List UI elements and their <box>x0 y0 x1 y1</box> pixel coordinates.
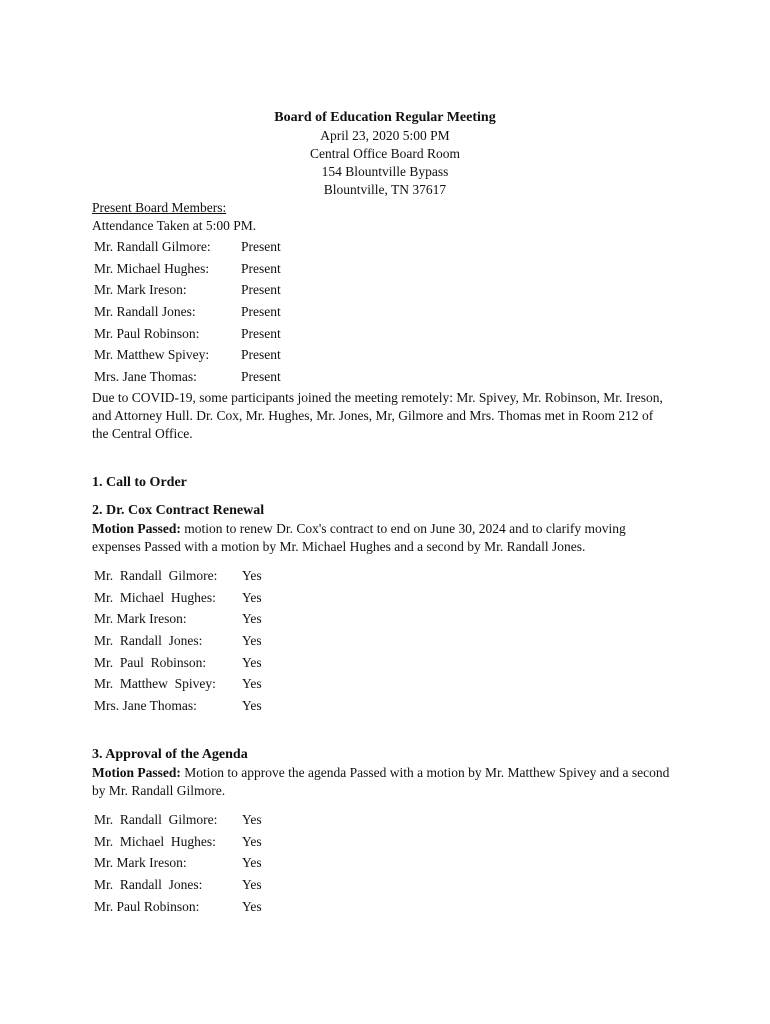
voter-name: Mr. Matthew Spivey: <box>94 676 216 692</box>
voter-name: Mr. Mark Ireson: <box>94 611 187 627</box>
member-name: Mr. Paul Robinson: <box>94 325 200 341</box>
agenda-item-call-to-order <box>92 474 682 492</box>
table-row <box>94 258 281 280</box>
meeting-header <box>0 109 770 199</box>
motion-label: Motion Passed: <box>92 521 181 536</box>
table-row <box>94 608 262 630</box>
table-row <box>94 673 262 695</box>
table-row <box>94 831 262 853</box>
vote-value: Yes <box>242 567 262 583</box>
vote-value: Yes <box>242 855 262 871</box>
agenda-item-approval-of-agenda <box>92 746 682 917</box>
voter-name: Mr. Michael Hughes: <box>94 589 216 605</box>
vote-value: Yes <box>242 611 262 627</box>
member-status: Present <box>241 238 281 254</box>
table-row <box>94 896 262 918</box>
table-row <box>94 323 281 345</box>
table-row <box>94 344 281 366</box>
member-name: Mr. Michael Hughes: <box>94 260 210 276</box>
member-status: Present <box>241 260 281 276</box>
voter-name: Mr. Paul Robinson: <box>94 654 207 670</box>
vote-value: Yes <box>242 811 262 827</box>
table-row <box>94 652 262 674</box>
motion-text: Motion to approve the agenda Passed with a motion by Mr. Matthew Spivey and a second by Mr. Randall Gilmore. <box>92 765 670 798</box>
table-row <box>94 852 262 874</box>
agenda-item-contract-renewal <box>92 502 682 717</box>
meeting-date: April 23, 2020 5:00 PM <box>320 128 450 143</box>
member-name: Mr. Randall Gilmore: <box>94 238 211 254</box>
voter-name: Mrs. Jane Thomas: <box>94 697 197 713</box>
voter-name: Mr. Mark Ireson: <box>94 855 187 871</box>
member-status: Present <box>241 282 281 298</box>
covid-note: Due to COVID-19, some participants joined the meeting remotely: Mr. Spivey, Mr. Robinson, Mr. Ireson, and Attorney Hull. Dr. Cox, Mr. Hughes, Mr. Jones, Mr, Gilmore and Mrs. Thomas met in Room 212 of the Central Office. <box>92 389 663 441</box>
vote-table <box>94 809 262 917</box>
table-row <box>94 587 262 609</box>
vote-value: Yes <box>242 676 262 692</box>
table-row <box>94 630 262 652</box>
vote-table <box>94 565 262 717</box>
motion-paragraph <box>92 764 672 800</box>
member-name: Mrs. Jane Thomas: <box>94 368 197 384</box>
table-row <box>94 565 262 587</box>
member-name: Mr. Matthew Spivey: <box>94 347 210 363</box>
vote-value: Yes <box>242 697 262 713</box>
meeting-title: Board of Education Regular Meeting <box>274 110 496 125</box>
member-name: Mr. Randall Jones: <box>94 303 196 319</box>
attendance-heading: Present Board Members: <box>92 200 227 215</box>
meeting-address-line2: Blountville, TN 37617 <box>323 182 447 197</box>
table-row <box>94 236 281 258</box>
vote-value: Yes <box>242 833 262 849</box>
vote-value: Yes <box>242 876 262 892</box>
table-row <box>94 366 281 388</box>
voter-name: Mr. Randall Gilmore: <box>94 811 218 827</box>
vote-value: Yes <box>242 898 262 914</box>
motion-paragraph <box>92 520 672 556</box>
motion-label: Motion Passed: <box>92 765 181 780</box>
agenda-item-heading: 2. Dr. Cox Contract Renewal <box>92 503 265 518</box>
member-status: Present <box>241 325 281 341</box>
attendance-taken: Attendance Taken at 5:00 PM. <box>92 218 257 233</box>
agenda-item-heading: 1. Call to Order <box>92 475 187 490</box>
table-row <box>94 809 262 831</box>
voter-name: Mr. Paul Robinson: <box>94 898 200 914</box>
table-row <box>94 874 262 896</box>
member-name: Mr. Mark Ireson: <box>94 282 187 298</box>
voter-name: Mr. Michael Hughes: <box>94 833 216 849</box>
member-status: Present <box>241 303 281 319</box>
vote-value: Yes <box>242 589 262 605</box>
motion-text: motion to renew Dr. Cox's contract to end on June 30, 2024 and to clarify moving expenses Passed with a motion by Mr. Michael Hughes and a second by Mr. Randall Jones. <box>92 521 626 554</box>
member-status: Present <box>241 347 281 363</box>
voter-name: Mr. Randall Jones: <box>94 632 203 648</box>
meeting-address-line1: 154 Blountville Bypass <box>321 164 449 179</box>
table-row <box>94 301 281 323</box>
meeting-location: Central Office Board Room <box>309 146 461 161</box>
attendance-section <box>92 199 682 443</box>
member-status: Present <box>241 368 281 384</box>
voter-name: Mr. Randall Jones: <box>94 876 203 892</box>
voter-name: Mr. Randall Gilmore: <box>94 567 218 583</box>
vote-value: Yes <box>242 632 262 648</box>
vote-value: Yes <box>242 654 262 670</box>
attendance-table <box>94 236 281 388</box>
table-row <box>94 695 262 717</box>
agenda-item-heading: 3. Approval of the Agenda <box>92 747 248 762</box>
table-row <box>94 279 281 301</box>
